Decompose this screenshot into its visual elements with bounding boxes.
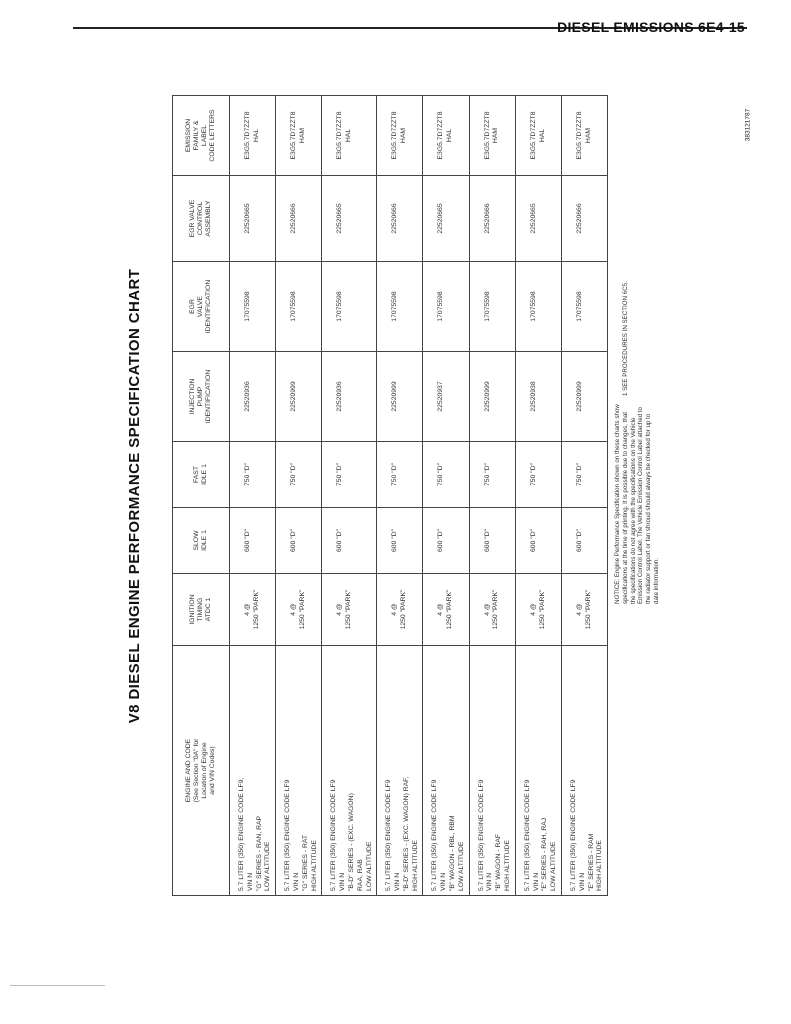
ignition-timing-cell: 4 @ 1250 "PARK" bbox=[561, 574, 607, 646]
col-header-fast-idle: FAST IDLE 1 bbox=[173, 442, 230, 508]
table-header-row bbox=[173, 96, 230, 896]
table-row bbox=[377, 96, 423, 896]
slow-idle-cell: 600 "D" bbox=[377, 508, 423, 574]
slow-idle-cell: 600 "D" bbox=[230, 508, 276, 574]
fast-idle-cell: 750 "D" bbox=[561, 442, 607, 508]
egr-valve-cell: 17075598 bbox=[322, 262, 377, 352]
footnote-text: 1 SEE PROCEDURES IN SECTION 6C5. bbox=[622, 281, 629, 396]
page-header-title: DIESEL EMISSIONS 6E4-15 bbox=[557, 19, 745, 35]
ignition-timing-cell: 4 @ 1250 "PARK" bbox=[469, 574, 515, 646]
spec-table bbox=[172, 95, 608, 896]
table-row bbox=[515, 96, 561, 896]
egr-control-cell: 22520665 bbox=[230, 176, 276, 262]
slow-idle-cell: 600 "D" bbox=[515, 508, 561, 574]
engine-cell: 5.7 LITER (350) ENGINE CODE LF9 VIN N "B-D" SERIES - (EXC. WAGON) RAA, RAB LOW ALTITUDE bbox=[322, 646, 377, 896]
slow-idle-cell: 600 "D" bbox=[423, 508, 469, 574]
injection-pump-cell: 22520999 bbox=[377, 352, 423, 442]
engine-cell: 5.7 LITER (350) ENGINE CODE LF9 VIN N "E" SERIES - RAM HIGH ALTITUDE bbox=[561, 646, 607, 896]
engine-cell: 5.7 LITER (350) ENGINE CODE LF9 VIN N "B" WAGON - RAF HIGH ALTITUDE bbox=[469, 646, 515, 896]
injection-pump-cell: 22520936 bbox=[230, 352, 276, 442]
ignition-timing-cell: 4 @ 1250 "PARK" bbox=[515, 574, 561, 646]
emission-family-cell: E3G5.7D7ZZT8 HAL bbox=[515, 96, 561, 176]
engine-cell: 5.7 LITER (350) ENGINE CODE LF9, VIN N "G" SERIES - RAN, RAP LOW ALTITUDE bbox=[230, 646, 276, 896]
egr-valve-cell: 17075598 bbox=[377, 262, 423, 352]
egr-control-cell: 22520666 bbox=[469, 176, 515, 262]
col-header-engine: ENGINE AND CODE (See Section "0A" for Location of Engine and VIN Codes) bbox=[173, 646, 230, 896]
injection-pump-cell: 22520999 bbox=[276, 352, 322, 442]
table-row bbox=[561, 96, 607, 896]
fast-idle-cell: 750 "D" bbox=[469, 442, 515, 508]
engine-cell: 5.7 LITER (350) ENGINE CODE LF9 VIN N "G" SERIES - RAT HIGH ALTITUDE bbox=[276, 646, 322, 896]
col-header-egr-control: EGR VALVE CONTROL ASSEMBLY bbox=[173, 176, 230, 262]
col-header-slow-idle: SLOW IDLE 1 bbox=[173, 508, 230, 574]
egr-valve-cell: 17075598 bbox=[276, 262, 322, 352]
egr-control-cell: 22520665 bbox=[515, 176, 561, 262]
fast-idle-cell: 750 "D" bbox=[322, 442, 377, 508]
engine-cell: 5.7 LITER (350) ENGINE CODE LF9 VIN N "B" WAGON - RBL, RBM LOW ALTITUDE bbox=[423, 646, 469, 896]
slow-idle-cell: 600 "D" bbox=[322, 508, 377, 574]
ignition-timing-cell: 4 @ 1250 "PARK" bbox=[423, 574, 469, 646]
table-row bbox=[230, 96, 276, 896]
notice-text: NOTICE: Engine Performance Specification shown on these charts show specifications at the time of printing. It is possible due to changes, that the specifications do not agree with the specifications on the Vehicle Emission Control Label. The Vehicle Emission Control Label attached to the radiator support or fan shroud should always be checked for up to date information. bbox=[614, 404, 660, 604]
slow-idle-cell: 600 "D" bbox=[469, 508, 515, 574]
scan-artifact-line bbox=[10, 985, 105, 986]
table-row bbox=[322, 96, 377, 896]
emission-family-cell: E3G5.7D7ZZT8 HAL bbox=[322, 96, 377, 176]
table-row bbox=[276, 96, 322, 896]
chart-title: V8 DIESEL ENGINE PERFORMANCE SPECIFICATION CHART bbox=[126, 268, 143, 724]
emission-family-cell: E3G5.7D7ZZT8 HAM bbox=[469, 96, 515, 176]
egr-control-cell: 22520666 bbox=[377, 176, 423, 262]
egr-valve-cell: 17075598 bbox=[469, 262, 515, 352]
injection-pump-cell: 22520938 bbox=[515, 352, 561, 442]
col-header-ignition-timing: IGNITION TIMING ATDC 1 bbox=[173, 574, 230, 646]
egr-valve-cell: 17075598 bbox=[230, 262, 276, 352]
egr-valve-cell: 17075598 bbox=[423, 262, 469, 352]
engine-cell: 5.7 LITER (350) ENGINE CODE LF9 VIN N "E" SERIES - RAH, RAJ LOW ALTITUDE bbox=[515, 646, 561, 896]
injection-pump-cell: 22520936 bbox=[322, 352, 377, 442]
notes-area bbox=[614, 96, 674, 896]
table-row bbox=[423, 96, 469, 896]
ignition-timing-cell: 4 @ 1250 "PARK" bbox=[377, 574, 423, 646]
egr-control-cell: 22520666 bbox=[276, 176, 322, 262]
fast-idle-cell: 750 "D" bbox=[377, 442, 423, 508]
slow-idle-cell: 600 "D" bbox=[561, 508, 607, 574]
emission-family-cell: E3G5.7D7ZZT8 HAM bbox=[377, 96, 423, 176]
fast-idle-cell: 750 "D" bbox=[276, 442, 322, 508]
egr-valve-cell: 17075598 bbox=[515, 262, 561, 352]
fast-idle-cell: 750 "D" bbox=[423, 442, 469, 508]
col-header-emission-family: EMISSION FAMILY & LABEL CODE LETTERS bbox=[173, 96, 230, 176]
table-row bbox=[469, 96, 515, 896]
engine-cell: 5.7 LITER (350) ENGINE CODE LF9 VIN N "B-D" SERIES - (EXC. WAGON) RAF, HIGH ALTITUDE bbox=[377, 646, 423, 896]
emission-family-cell: E3G5.7D7ZZT8 HAM bbox=[561, 96, 607, 176]
emission-family-cell: E3G5.7D7ZZT8 HAM bbox=[276, 96, 322, 176]
injection-pump-cell: 22520937 bbox=[423, 352, 469, 442]
page-code bbox=[744, 100, 758, 150]
fast-idle-cell: 750 "D" bbox=[230, 442, 276, 508]
page-code-text: 383121787 bbox=[744, 108, 752, 142]
slow-idle-cell: 600 "D" bbox=[276, 508, 322, 574]
rotated-spec-chart bbox=[126, 96, 660, 896]
ignition-timing-cell: 4 @ 1250 "PARK" bbox=[230, 574, 276, 646]
injection-pump-cell: 22520999 bbox=[469, 352, 515, 442]
egr-valve-cell: 17075598 bbox=[561, 262, 607, 352]
ignition-timing-cell: 4 @ 1250 "PARK" bbox=[322, 574, 377, 646]
col-header-injection-pump: INJECTION PUMP IDENTIFICATION bbox=[173, 352, 230, 442]
fast-idle-cell: 750 "D" bbox=[515, 442, 561, 508]
emission-family-cell: E3G5.7D7ZZT8 HAL bbox=[230, 96, 276, 176]
egr-control-cell: 22520666 bbox=[561, 176, 607, 262]
col-header-egr-valve: EGR VALVE IDENTIFICATION bbox=[173, 262, 230, 352]
egr-control-cell: 22520665 bbox=[423, 176, 469, 262]
emission-family-cell: E3G5.7D7ZZT8 HAL bbox=[423, 96, 469, 176]
egr-control-cell: 22520665 bbox=[322, 176, 377, 262]
injection-pump-cell: 22520999 bbox=[561, 352, 607, 442]
ignition-timing-cell: 4 @ 1250 "PARK" bbox=[276, 574, 322, 646]
